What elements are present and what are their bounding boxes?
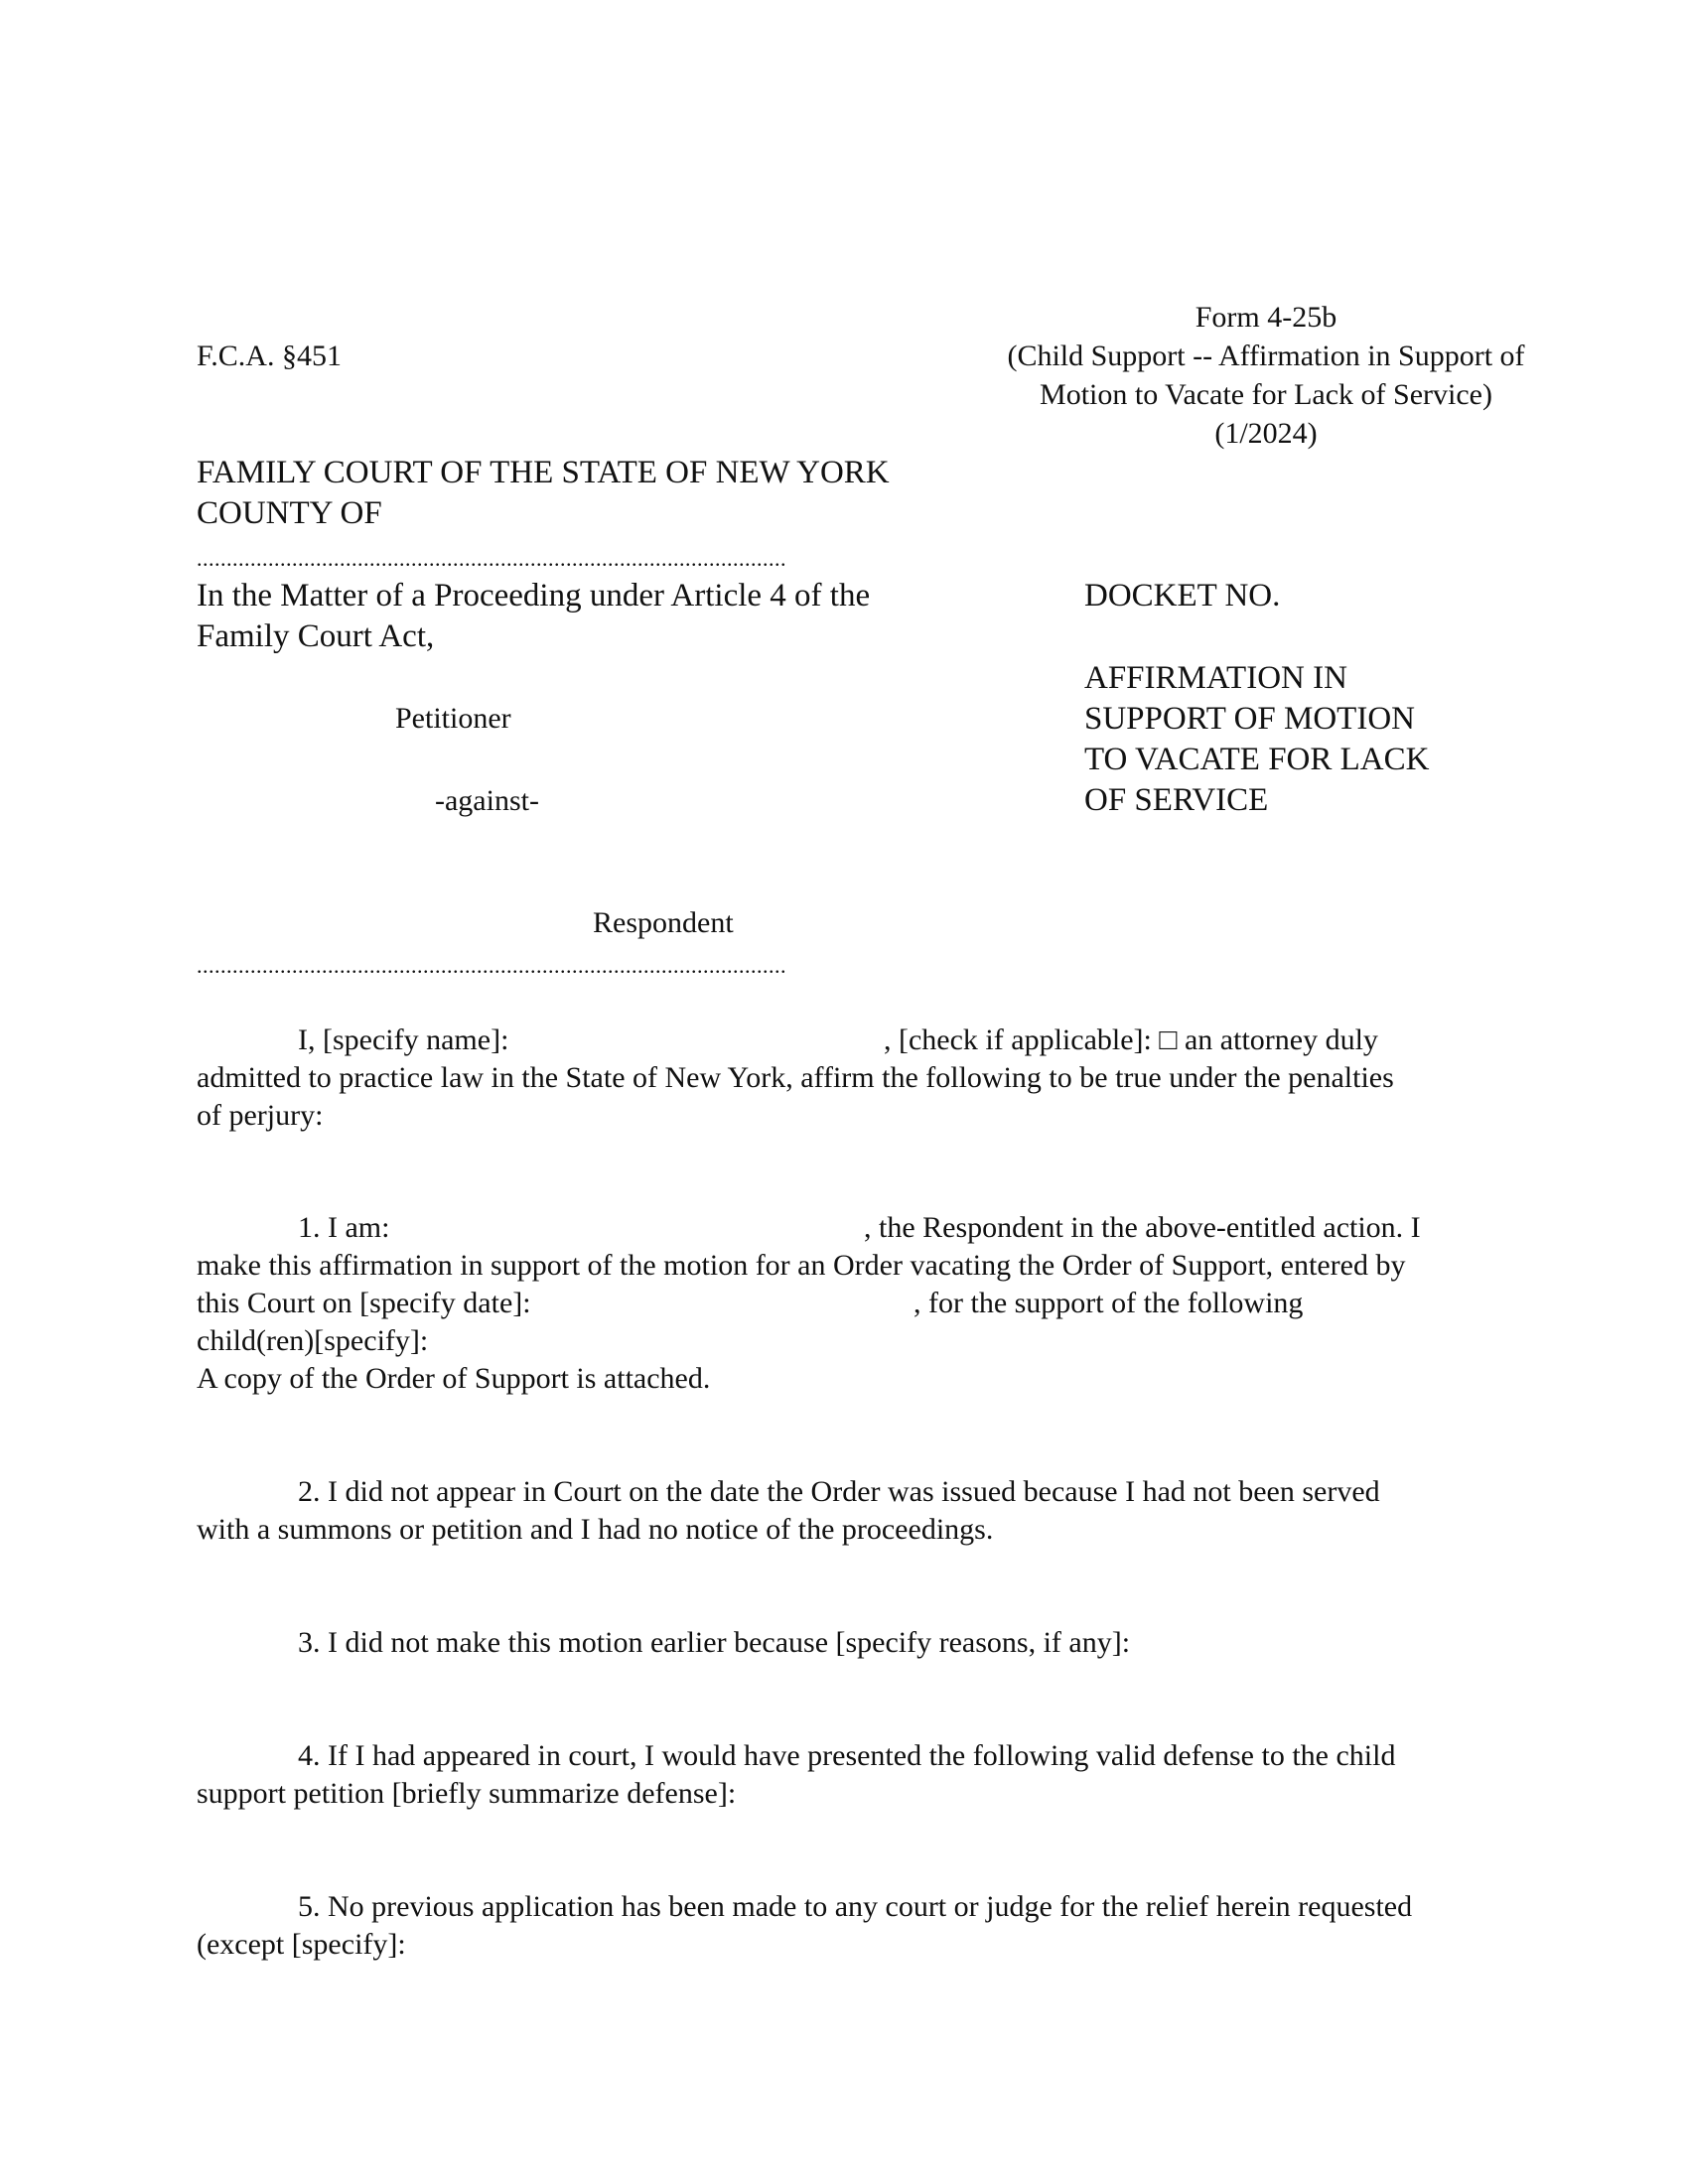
- statute-reference: F.C.A. §451: [197, 340, 342, 372]
- document-title-line-3: TO VACATE FOR LACK: [1084, 742, 1430, 777]
- caption-divider-top: ...................................................................................................: [197, 548, 786, 570]
- p2-line-2: with a summons or petition and I had no notice of the proceedings.: [197, 1513, 994, 1546]
- paragraph-4: [197, 1737, 1532, 1813]
- form-number: Form 4-25b: [1195, 301, 1337, 334]
- document-title-line-4: OF SERVICE: [1084, 782, 1269, 818]
- p2-line-1: 2. I did not appear in Court on the date the Order was issued because I had not been served: [298, 1475, 1380, 1508]
- intro-line-3: of perjury:: [197, 1099, 324, 1132]
- p4-line-2: support petition [briefly summarize defense]:: [197, 1777, 737, 1810]
- p5-line-1: 5. No previous application has been made to any court or judge for the relief herein requested: [298, 1890, 1413, 1923]
- p1-date-label: this Court on [specify date]:: [197, 1287, 531, 1319]
- intro-paragraph: [197, 1022, 1532, 1135]
- form-date: (1/2024): [1214, 417, 1318, 450]
- form-description-line-2: Motion to Vacate for Lack of Service): [1040, 378, 1492, 411]
- paragraph-3: [197, 1624, 1532, 1662]
- paragraph-5: [197, 1888, 1532, 1964]
- matter-line-2: Family Court Act,: [197, 618, 435, 654]
- p1-i-am-label: 1. I am:: [298, 1211, 390, 1244]
- p1-respondent-text: , the Respondent in the above-entitled action. I: [864, 1211, 1421, 1244]
- petitioner-label: Petitioner: [395, 702, 511, 735]
- p3-line-1: 3. I did not make this motion earlier because [specify reasons, if any]:: [298, 1626, 1131, 1659]
- intro-name-label: I, [specify name]:: [298, 1024, 509, 1056]
- p1-copy-attached: A copy of the Order of Support is attached.: [197, 1362, 711, 1395]
- intro-line-2: admitted to practice law in the State of New York, affirm the following to be true under the penalties: [197, 1061, 1394, 1094]
- form-description-line-1: (Child Support -- Affirmation in Support of: [1007, 340, 1525, 372]
- document-title-line-1: AFFIRMATION IN: [1084, 660, 1347, 696]
- paragraph-1: [197, 1209, 1532, 1398]
- p5-line-2: (except [specify]:: [197, 1928, 406, 1961]
- p4-line-1: 4. If I had appeared in court, I would have presented the following valid defense to the child: [298, 1739, 1396, 1772]
- court-name: FAMILY COURT OF THE STATE OF NEW YORK: [197, 455, 890, 490]
- p1-children-label: child(ren)[specify]:: [197, 1324, 429, 1357]
- respondent-label: Respondent: [593, 906, 734, 939]
- document-title-line-2: SUPPORT OF MOTION: [1084, 701, 1415, 737]
- p1-support-text: , for the support of the following: [914, 1287, 1304, 1319]
- matter-line-1: In the Matter of a Proceeding under Article 4 of the: [197, 578, 871, 614]
- p1-line-2: make this affirmation in support of the motion for an Order vacating the Order of Support, entered by: [197, 1249, 1406, 1282]
- paragraph-2: [197, 1473, 1532, 1549]
- form-header: [854, 298, 1678, 453]
- docket-number-label: DOCKET NO.: [1084, 578, 1281, 614]
- intro-attorney-check: , [check if applicable]: □ an attorney duly: [884, 1024, 1378, 1056]
- against-label: -against-: [435, 784, 539, 817]
- court-county: COUNTY OF: [197, 495, 382, 531]
- caption-divider-bottom: ...................................................................................................: [197, 955, 786, 977]
